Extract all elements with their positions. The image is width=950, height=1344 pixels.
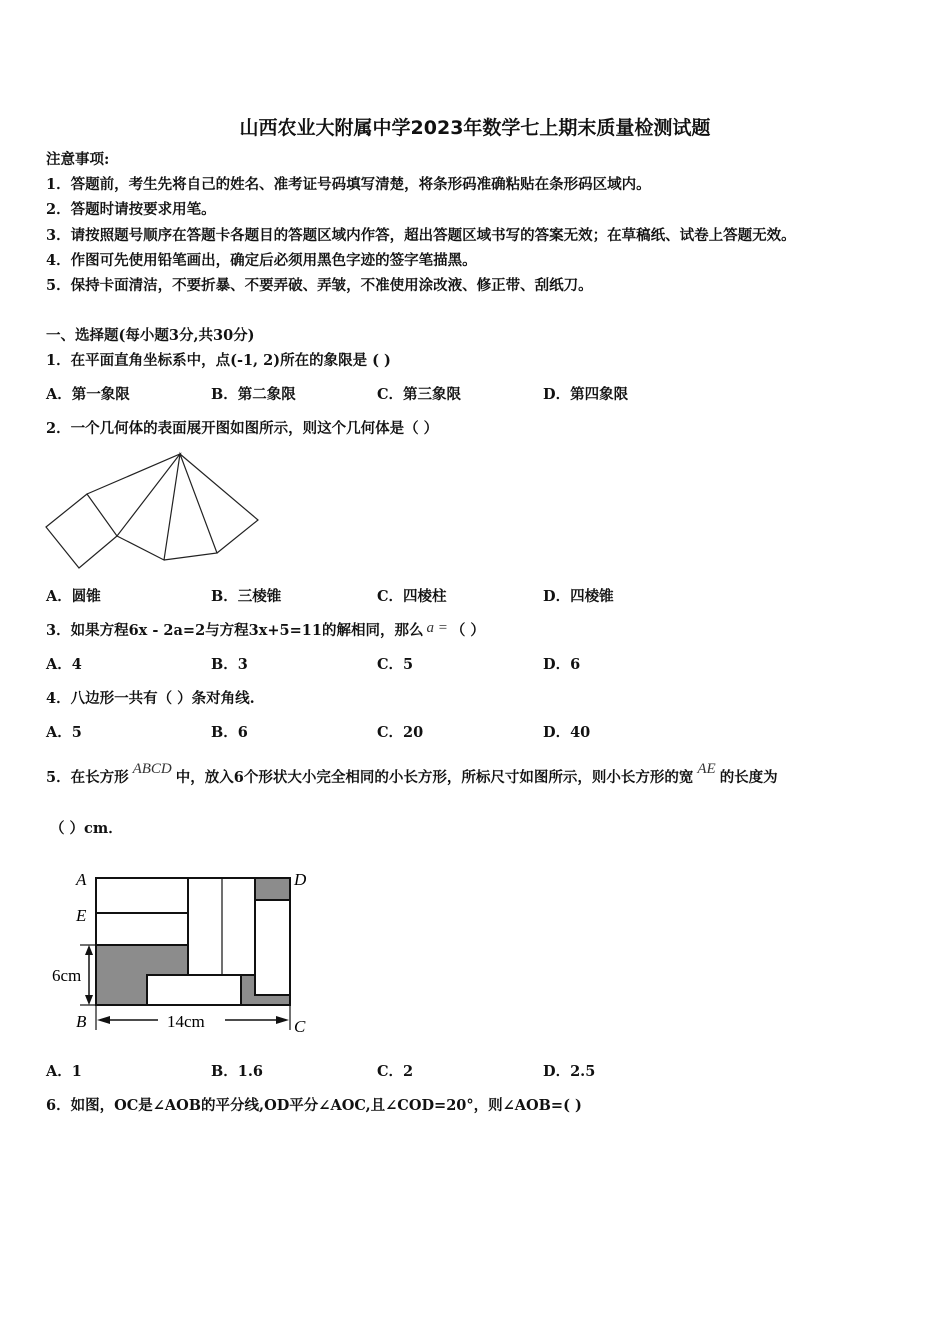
math-ae: AE [697, 761, 716, 777]
label-e: E [76, 906, 87, 925]
question-5-text: 中，放入6个形状大小完全相同的小长方形，所标尺寸如图所示，则小长方形的宽 [175, 769, 694, 786]
q1-option-c: C．第三象限 [377, 386, 462, 403]
q5-option-a: A．1 [46, 1063, 82, 1080]
q5-option-d: D．2.5 [543, 1063, 596, 1080]
q4-option-b: B．6 [211, 724, 248, 741]
q1-option-b: B．第二象限 [211, 386, 296, 403]
section-heading: 一、选择题(每小题3分,共30分) [46, 327, 255, 344]
math-abcd: ABCD [132, 761, 172, 777]
width-label: 14cm [167, 1012, 205, 1031]
q2-option-c: C．四棱柱 [377, 588, 447, 605]
label-c: C [294, 1017, 306, 1036]
label-b: B [76, 1012, 87, 1031]
q2-option-d: D．四棱锥 [543, 588, 614, 605]
q3-option-b: B．3 [211, 656, 248, 673]
question-1: 1．在平面直角坐标系中，点(-1, 2)所在的象限是 ( ) [46, 352, 391, 369]
question-4: 4．八边形一共有（ ）条对角线. [46, 690, 255, 707]
question-3-text: 3．如果方程6x - 2a=2与方程3x+5=11的解相同，那么 [46, 622, 424, 639]
question-5-text: 的长度为 [719, 769, 778, 786]
notes-heading: 注意事项: [46, 151, 110, 168]
q3-option-d: D．6 [543, 656, 581, 673]
label-a: A [76, 870, 87, 889]
q2-option-a: A．圆锥 [46, 588, 101, 605]
q5-option-b: B．1.6 [211, 1063, 263, 1080]
q3-option-a: A．4 [46, 656, 82, 673]
q1-option-d: D．第四象限 [543, 386, 629, 403]
q4-option-c: C．20 [377, 724, 424, 741]
question-6: 6．如图，OC是∠AOB的平分线,OD平分∠AOC,且∠COD=20°，则∠AOB=( ) [46, 1097, 582, 1114]
height-label: 6cm [52, 966, 82, 985]
q2-option-b: B．三棱锥 [211, 588, 282, 605]
note-item: 4．作图可先使用铅笔画出，确定后必须用黑色字迹的签字笔描黑。 [46, 252, 477, 269]
page-title: 山西农业大附属中学2023年数学七上期末质量检测试题 [239, 117, 711, 139]
q5-option-c: C．2 [377, 1063, 414, 1080]
note-item: 2．答题时请按要求用笔。 [46, 201, 216, 218]
q4-option-a: A．5 [46, 724, 82, 741]
note-item: 1．答题前，考生先将自己的姓名、准考证号码填写清楚，将条形码准确粘贴在条形码区域内。 [46, 176, 651, 193]
note-item: 5．保持卡面清洁，不要折暴、不要弄破、弄皱，不准使用涂改液、修正带、刮纸刀。 [46, 277, 593, 294]
question-2: 2．一个几何体的表面展开图如图所示，则这个几何体是（ ） [46, 420, 439, 437]
question-5-text: 5．在长方形 [46, 769, 129, 786]
q4-option-d: D．40 [543, 724, 591, 741]
rectangle-figure [0, 0, 330, 1050]
q1-option-a: A．第一象限 [46, 386, 130, 403]
note-item: 3．请按照题号顺序在答题卡各题目的答题区域内作答，超出答题区域书写的答案无效；在草稿纸、试卷上答题无效。 [46, 227, 796, 244]
question-5-blank: （ ）cm． [50, 820, 123, 837]
question-3-paren: （ ） [450, 622, 485, 639]
q3-option-c: C．5 [377, 656, 414, 673]
label-d: D [294, 870, 307, 889]
math-a-equals: a = [426, 620, 448, 636]
